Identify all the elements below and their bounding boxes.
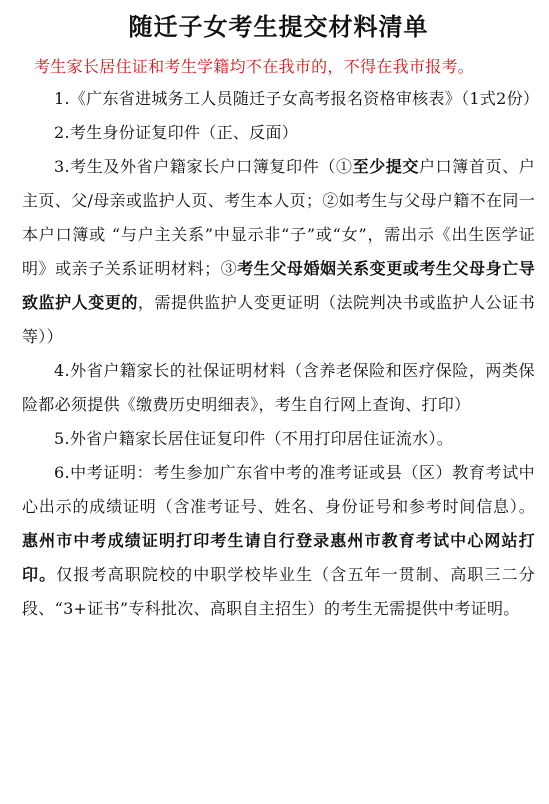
item-3-bold-b: 考生父母婚姻关系变更或考生父母身亡导致监护人变更的 — [22, 259, 535, 312]
document-title: 随迁子女考生提交材料清单 — [128, 13, 429, 41]
item-6-text-a: 6.中考证明：考生参加广东省中考的准考证或县（区）教育考试中心出示的成绩证明（含准考证号、姓名、身份证号和参考时间信息）。 — [22, 463, 535, 516]
item-3-text-b: 户口簿首页、户主页、父/母亲或监护人页、考生本人页；②如考生与父母户籍不在同一本户口簿或 “与户主关系”中显示非“子”或“女”，需出示《出生医学证明》或亲子关系证明材料；③ — [22, 157, 535, 278]
item-6-text-b: 仅报考高职院校的中职学校毕业生（含五年一贯制、高职三二分段、“3+证书”专科批次、高职自主招生）的考生无需提供中考证明。 — [22, 565, 535, 618]
item-3-bold-a: 至少提交 — [352, 157, 420, 176]
list-item-3 — [22, 150, 535, 354]
list-item-5: 5.外省户籍家长居住证复印件（不用打印居住证流水）。 — [54, 429, 454, 448]
item-3-text-a: 3.考生及外省户籍家长户口簿复印件（① — [54, 157, 353, 176]
item-3-text-c: ，需提供监护人变更证明（法院判决书或监护人公证书等）） — [22, 293, 536, 346]
list-item-1: 1.《广东省进城务工人员随迁子女高考报名资格审核表》（1式2份） — [54, 89, 540, 108]
list-item-6 — [22, 456, 535, 626]
eligibility-warning: 考生家长居住证和考生学籍均不在我市的，不得在我市报考。 — [34, 57, 475, 76]
list-item-2: 2.考生身份证复印件（正、反面） — [54, 123, 299, 142]
item-6-bold: 惠州市中考成绩证明打印考生请自行登录惠州市教育考试中心网站打印。 — [22, 531, 535, 584]
list-item-4: 4.外省户籍家长的社保证明材料（含养老保险和医疗保险，两类保险都必须提供《缴费历史明细表》，考生自行网上查询、打印） — [22, 361, 535, 414]
